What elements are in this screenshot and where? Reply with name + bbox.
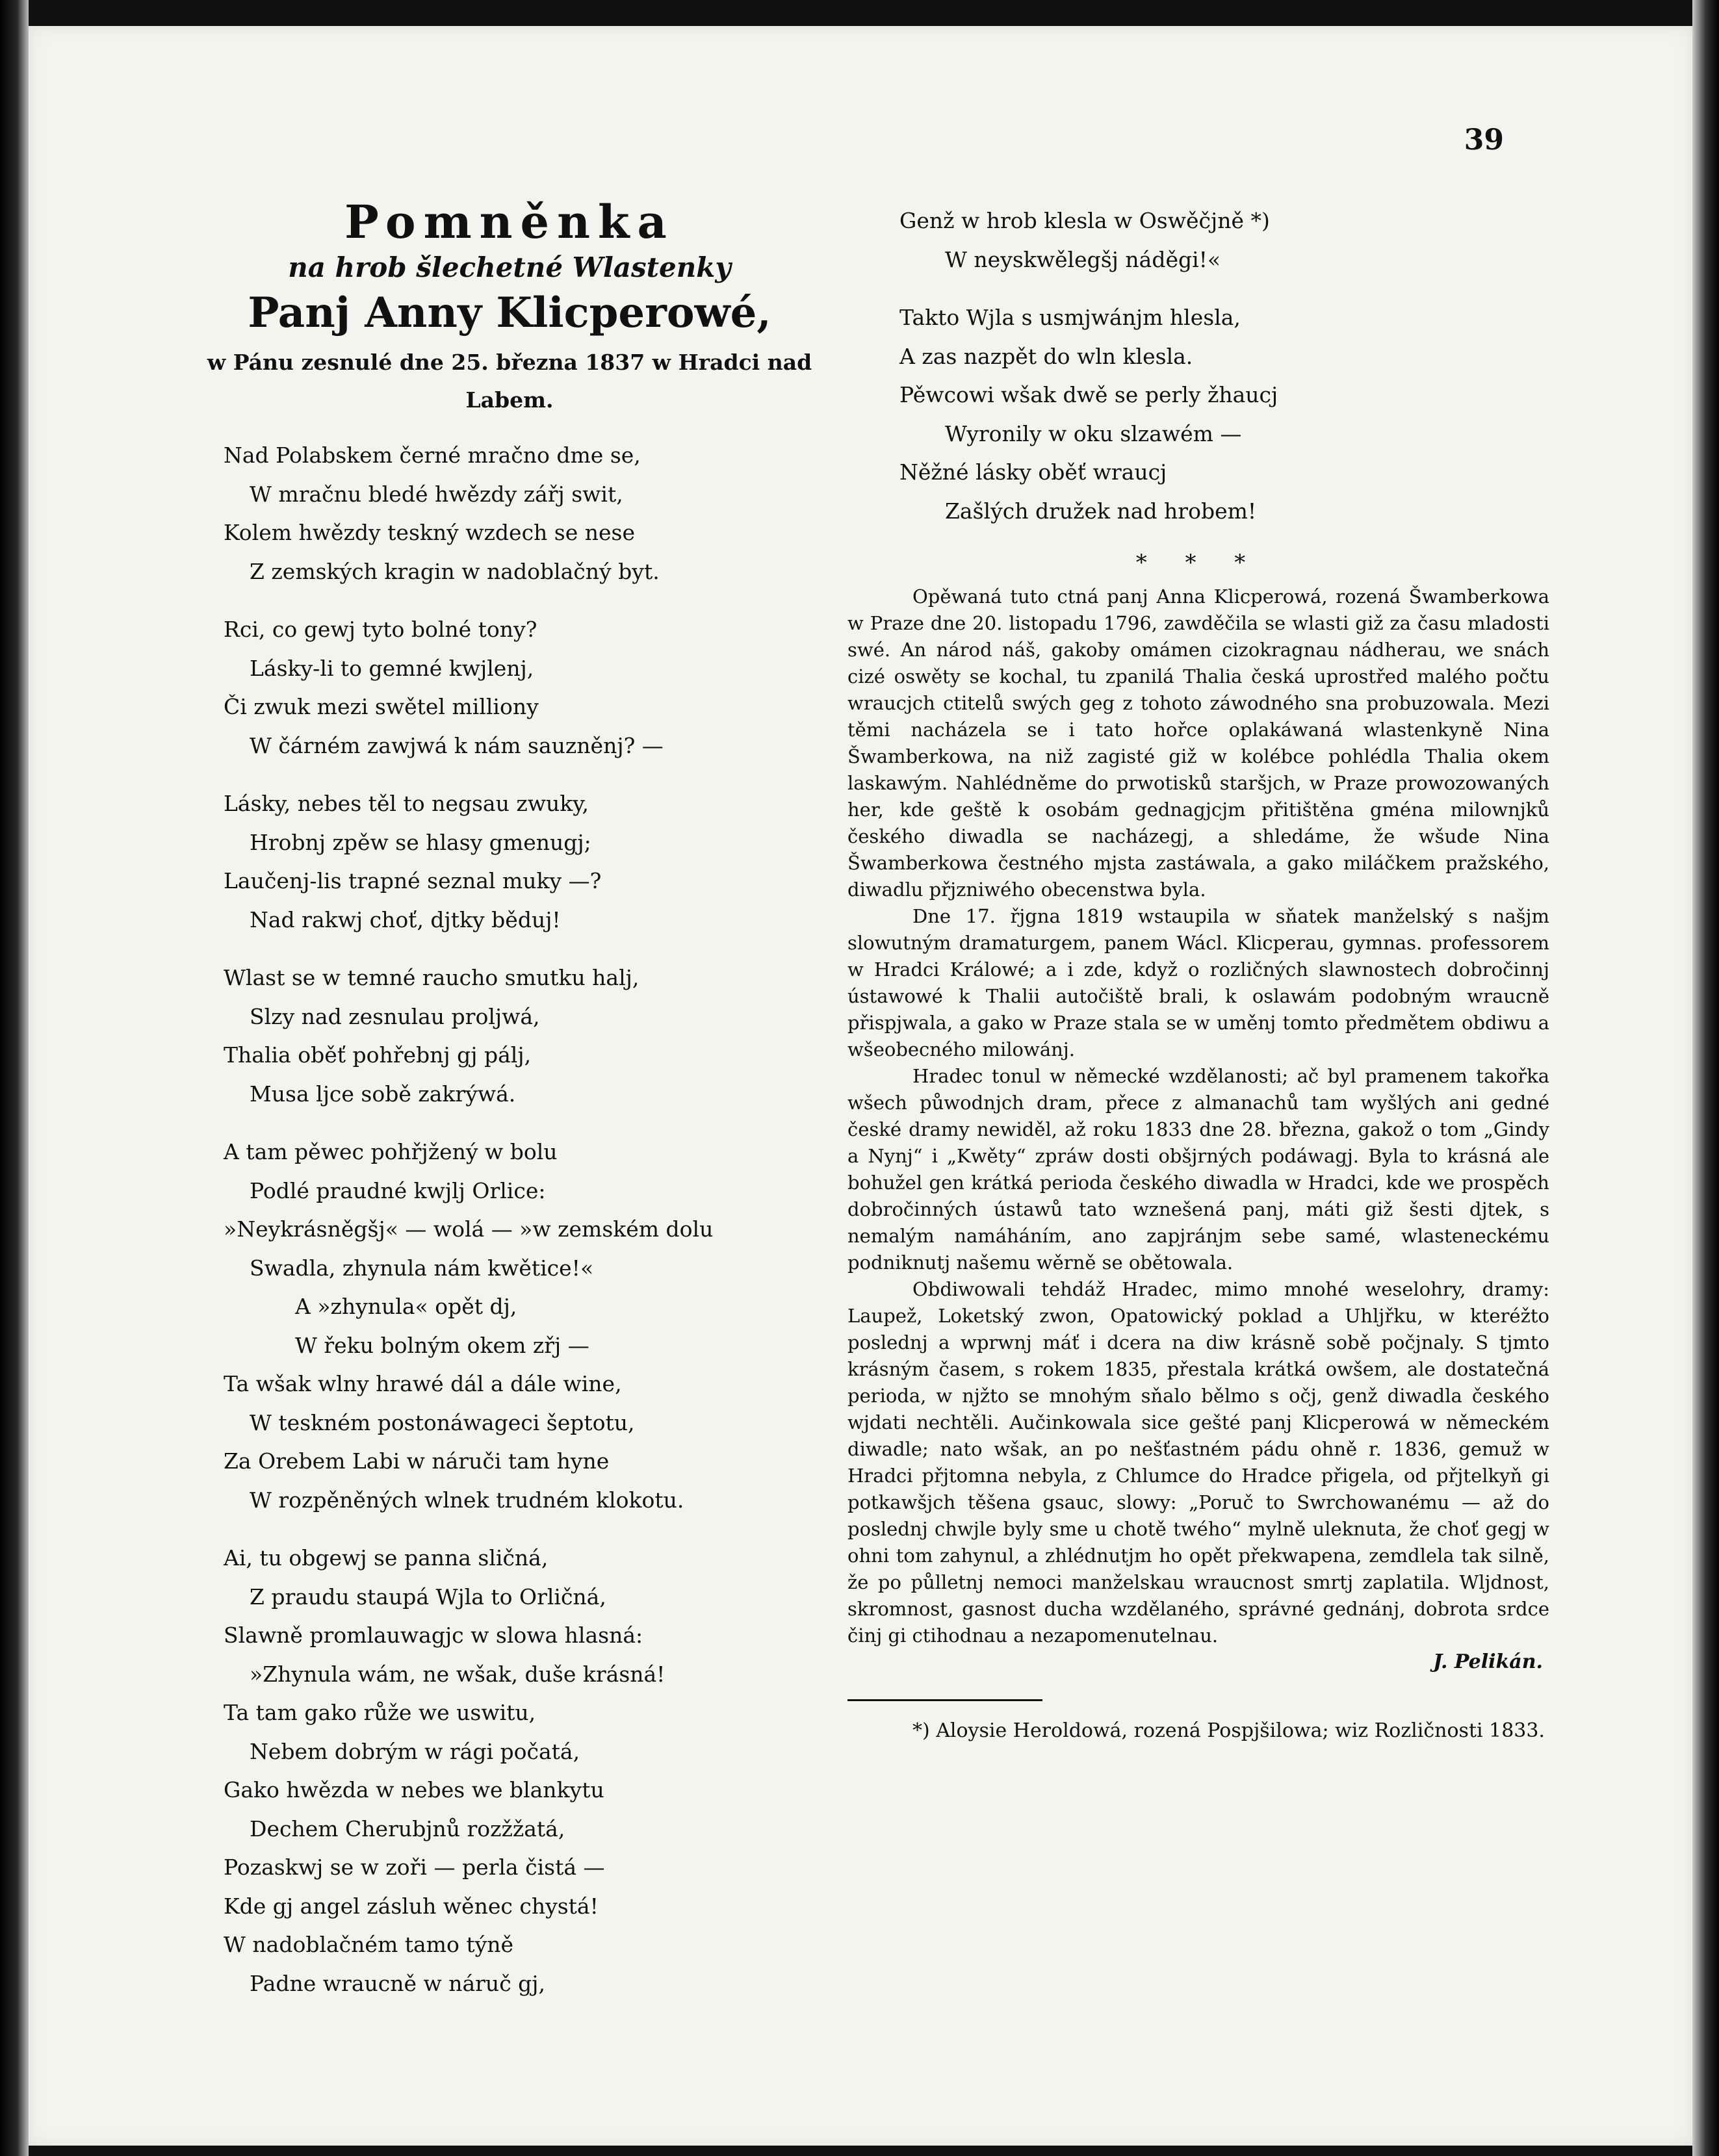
biography-paragraph: Opěwaná tuto ctná panj Anna Klicperowá, rozená Šwamberkowa w Praze dne 20. listopadu 1796, zawděčila se wlasti giž za času mladosti swé. An národ náš, gakoby omámen cizokragnau nádherau, we snách cizé oswěty se kochal, tu zpanilá Thalia česká uprostřed malého počtu wraucjch ctitelů swých geg z tohoto záwodného sna probuzowala. Mezi těmi nacházela se i tato hořce oplakáwaná wlastenkyně Nina Šwamberkowa, na niž zagisté giž w kolébce pohlédla Thalia okem laskawým. Nahlédněme do prwotisků staršjch, w Praze prowozowaných her, kde geště k osobám gednagjcjm přitištěna gména milownjků českého diwadla se nacházegj, a shledáme, že wšude Nina Šwamberkowa čestného mjsta zastáwala, a gako miláčkem pražského, diwadlu přjzniwého obecenstwa byla. bbox=[847, 585, 1549, 901]
section-stars: * * * bbox=[1135, 550, 1261, 576]
verse-line: Ta wšak wlny hrawé dál a dále wine, bbox=[224, 1371, 622, 1396]
verse-line: Nad rakwj choť, djtky běduj! bbox=[250, 906, 561, 932]
verse-line: W rozpěněných wlnek trudném klokotu. bbox=[250, 1487, 684, 1513]
right-column bbox=[847, 201, 1549, 1745]
verse-line: Musa ljce sobě zakrýwá. bbox=[250, 1081, 516, 1107]
verse-line: Z zemských kragin w nadoblačný byt. bbox=[250, 558, 660, 584]
stanza bbox=[847, 201, 1549, 279]
stanza bbox=[847, 298, 1549, 530]
biography-paragraph: Obdiwowali tehdáž Hradec, mimo mnohé weselohry, dramy: Laupež, Loketský zwon, Opatowický poklad a Uhljřku, w kteréžto poslednj a wprwnj máť i dcera na diw krásně sobě počjnaly. S tjmto krásným časem, s rokem 1835, přestala krátká owšem, ale dostatečná perioda, w njžto se mnohým sňalo bělmo s očj, genž diwadla českého wjdati nechtěli. Aučinkowala sice gešté panj Klicperowá w německém diwadle; nato wšak, an po nešťastném pádu ohně r. 1836, gemuž w Hradci přjtomna nebyla, z Chlumce do Hradce přigela, od přjtelkyň gi potkawšjch těšena gsauc, slowy: „Poruč to Swrchowanému — až do poslednj chwjle byly sme u chotě twého“ mylně uleknuta, že choť gegj w ohni tom zahynul, a zhlédnutjm ho opět překwapena, zemdlela tak silně, že po půlletnj nemoci manželskau wraucnost smrtj zaplatila. Wljdnost, skromnost, gasnost ducha wzdělaného, správné gednánj, dobrota srdce činj gi ctihodnau a nezapomenutelnau. bbox=[847, 1278, 1549, 1647]
verse-line: Z praudu staupá Wjla to Orličná, bbox=[250, 1584, 606, 1610]
stanza bbox=[198, 1133, 821, 1519]
verse-line: Hrobnj zpěw se hlasy gmenugj; bbox=[250, 829, 591, 855]
verse-line: Za Orebem Labi w náruči tam hyne bbox=[224, 1448, 610, 1474]
verse-line: W řeku bolným okem zřj — bbox=[295, 1332, 589, 1358]
verse-line: Ta tam gako růže we uswitu, bbox=[224, 1700, 536, 1725]
verse-line: W neyskwělegšj náděgi!« bbox=[945, 246, 1221, 272]
stanza bbox=[198, 610, 821, 765]
footnote: *) Aloysie Heroldowá, rozená Pospjšilowa; wiz Rozličnosti 1833. bbox=[912, 1719, 1545, 1742]
verse-line: Thalia oběť pohřebnj gj pálj, bbox=[224, 1042, 532, 1068]
verse-line: Pěwcowi wšak dwě se perly žhaucj bbox=[899, 382, 1278, 407]
verse-line: Wyronily w oku slzawém — bbox=[945, 420, 1242, 446]
verse-line: Slawně promlauwagjc w slowa hlasná: bbox=[224, 1623, 643, 1648]
verse-line: Podlé praudné kwjlj Orlice: bbox=[250, 1177, 546, 1203]
poem-title: Pomněnka bbox=[344, 195, 675, 249]
verse-line: W teskném postonáwageci šeptotu, bbox=[250, 1409, 635, 1435]
poem-subtitle: na hrob šlechetné Wlastenky bbox=[288, 251, 731, 283]
verse-line: »Zhynula wám, ne wšak, duše krásná! bbox=[250, 1661, 666, 1687]
verse-line: Ai, tu obgewj se panna sličná, bbox=[224, 1545, 549, 1571]
verse-line: Či zwuk mezi swětel milliony bbox=[224, 694, 539, 719]
poem-column bbox=[198, 195, 821, 2022]
poem-stanzas bbox=[198, 436, 821, 2003]
verse-line: Zašlých družek nad hrobem! bbox=[945, 498, 1257, 524]
book-spine-left bbox=[0, 0, 29, 2156]
poem-stanzas-continued bbox=[847, 201, 1549, 530]
verse-line: Dechem Cherubjnů rozžžatá, bbox=[250, 1816, 565, 1842]
verse-line: Laučenj-lis trapné seznal muky —? bbox=[224, 868, 602, 893]
document-page bbox=[29, 26, 1692, 2146]
verse-line: Kde gj angel zásluh wěnec chystá! bbox=[224, 1893, 599, 1919]
footnote-rule bbox=[847, 1699, 1042, 1701]
verse-line: »Neykrásněgšj« — wolá — »w zemském dolu bbox=[224, 1216, 714, 1242]
verse-line: A »zhynula« opět dj, bbox=[295, 1294, 517, 1319]
book-spine-right bbox=[1692, 0, 1719, 2156]
biography-paragraph: Dne 17. řjgna 1819 wstaupila w sňatek manželský s našjm slowutným dramaturgem, panem Wácl. Klicperau, gymnas. professorem w Hradci Králowé; a i zde, když o rozličných slawnostech dobročinnj ústawowé k Thalii autočiště brali, k oslawám podobným wraucně přispjwala, a gako w Praze stala se w uměnj tomto předmětem obdiwu a wšeobecného milowánj. bbox=[847, 905, 1549, 1060]
verse-line: Nad Polabskem černé mračno dme se, bbox=[224, 443, 641, 468]
verse-line: Rci, co gewj tyto bolné tony? bbox=[224, 617, 537, 642]
verse-line: Wlast se w temné raucho smutku halj, bbox=[224, 965, 640, 990]
biography-paragraph: Hradec tonul w německé wzdělanosti; ač byl pramenem takořka wšech půwodnjch dram, přece z almanachů tam wyšlých ani gedné české dramy newiděl, až roku 1833 dne 28. března, gakož o tom „Gindy a Nynj“ i „Kwěty“ zpráw dosti obšjrných podáwagj. Byla to krásná ale bohužel gen krátká perioda českého diwadla w Hradci, kde we prospěch dobročinných ústawů tato wznešená panj, máti giž šesti djtek, s nemalým namáháním, ano zapjránjm sebe samé, wlasteneckému podniknutj našemu wěrně se obětowala. bbox=[847, 1065, 1549, 1274]
verse-line: Pozaskwj se w zoři — perla čistá — bbox=[224, 1854, 605, 1880]
verse-line: Swadla, zhynula nám kwětice!« bbox=[250, 1255, 594, 1281]
verse-line: W čárném zawjwá k nám sauzněnj? — bbox=[250, 732, 664, 758]
biography bbox=[847, 584, 1549, 1649]
verse-line: A tam pěwec pohřjžený w bolu bbox=[224, 1139, 558, 1164]
verse-line: W nadoblačném tamo týně bbox=[224, 1932, 513, 1957]
verse-line: Něžné lásky oběť wraucj bbox=[899, 459, 1167, 485]
stanza bbox=[198, 958, 821, 1113]
dedicatee-name: Panj Anny Klicperowé, bbox=[248, 289, 771, 337]
verse-line: Nebem dobrým w rági počatá, bbox=[250, 1738, 580, 1764]
verse-line: Lásky, nebes těl to negsau zwuky, bbox=[224, 791, 589, 816]
verse-line: Slzy nad zesnulau proljwá, bbox=[250, 1003, 540, 1029]
stanza bbox=[198, 784, 821, 939]
poem-dedication: w Pánu zesnulé dne 25. března 1837 w Hradci nad Labem. bbox=[207, 350, 812, 413]
verse-line: Kolem hwězdy teskný wzdech se nese bbox=[224, 520, 635, 545]
verse-line: Padne wraucně w náruč gj, bbox=[250, 1970, 546, 1996]
verse-line: Genž w hrob klesla w Oswěčjně *) bbox=[899, 208, 1270, 233]
verse-line: Gako hwězda w nebes we blankytu bbox=[224, 1777, 604, 1803]
verse-line: Takto Wjla s usmjwánjm hlesla, bbox=[899, 305, 1241, 330]
verse-line: W mračnu bledé hwězdy zářj swit, bbox=[250, 481, 623, 507]
stanza bbox=[198, 1539, 821, 2003]
author-signature: J. Pelikán. bbox=[1433, 1650, 1543, 1673]
page-number: 39 bbox=[1464, 123, 1504, 157]
verse-line: A zas nazpět do wln klesla. bbox=[899, 343, 1193, 369]
verse-line: Lásky-li to gemné kwjlenj, bbox=[250, 655, 534, 681]
stanza bbox=[198, 436, 821, 591]
